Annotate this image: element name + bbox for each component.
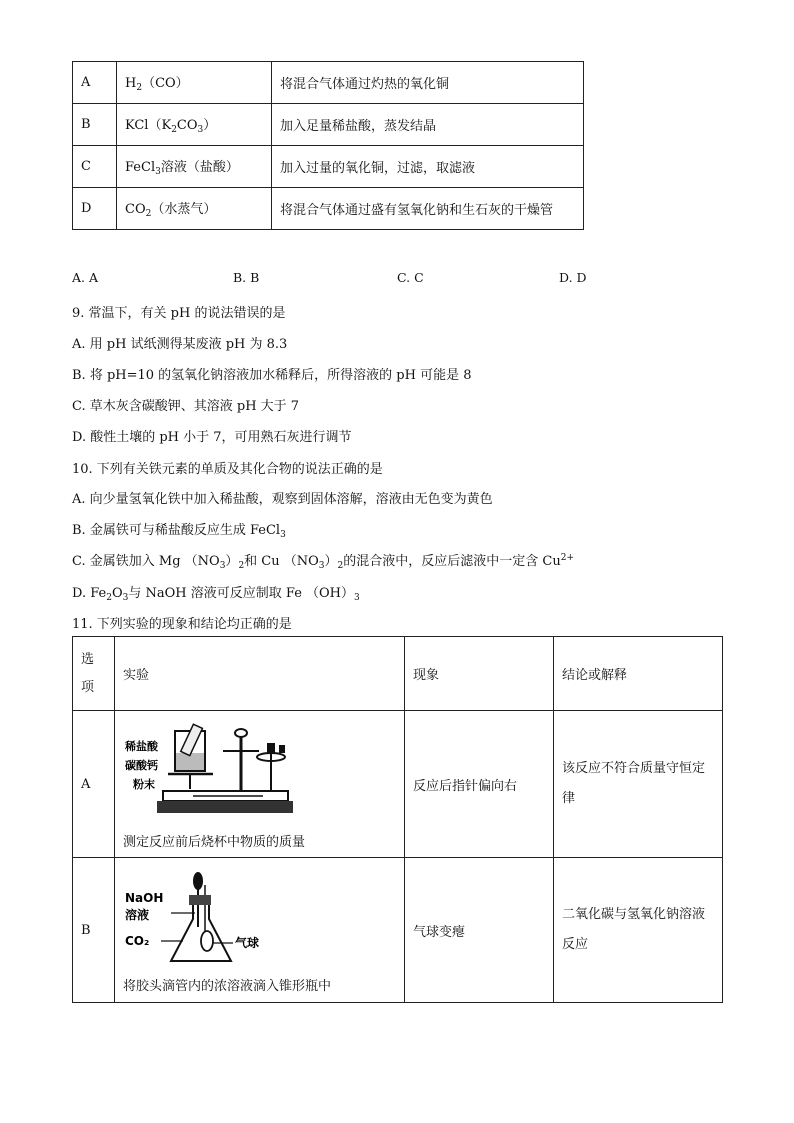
stopper bbox=[189, 895, 211, 905]
impurity-table bbox=[72, 61, 584, 230]
table-row bbox=[73, 188, 584, 230]
q10-option-c[interactable]: C. 金属铁加入 Mg $(NO_3)_2$和 Cu $(NO_3)_2$的混合液中，反应后滤液中一定含 $Cu^{2+}$ bbox=[72, 553, 575, 571]
method-cell: 将混合气体通过灼热的氧化铜 bbox=[272, 62, 584, 104]
table-row bbox=[73, 858, 723, 1003]
q10-option-a[interactable]: A. 向少量氢氧化铁中加入稀盐酸，观察到固体溶解，溶液由无色变为黄色 bbox=[72, 492, 493, 507]
option-d[interactable]: D. D bbox=[559, 270, 587, 285]
q9-option-a[interactable]: A. 用 pH 试纸测得某废液 pH 为 8.3 bbox=[72, 337, 288, 352]
phenomenon-cell: 反应后指针偏向右 bbox=[405, 711, 554, 858]
fig-label: 碳酸钙 bbox=[125, 758, 158, 772]
table-row bbox=[73, 146, 584, 188]
header-experiment: 实验 bbox=[115, 637, 405, 711]
table-header-row bbox=[73, 637, 723, 711]
q10-stem: 10. 下列有关铁元素的单质及其化合物的说法正确的是 bbox=[72, 462, 383, 477]
option-c[interactable]: C. C bbox=[397, 270, 424, 285]
option-b[interactable]: B. B bbox=[233, 270, 260, 285]
substance-cell: $H_2(CO)$ bbox=[117, 62, 272, 104]
fig-label: 粉末 bbox=[133, 777, 155, 791]
q10-option-b[interactable]: B. 金属铁可与稀盐酸反应生成 FeCl$_3$ bbox=[72, 523, 286, 540]
experiment-table bbox=[72, 636, 723, 1003]
substance-cell: $KCl(K_2CO_3)$ bbox=[117, 104, 272, 146]
fig-label: 稀盐酸 bbox=[125, 739, 158, 753]
q9-option-b[interactable]: B. 将 pH=10 的氢氧化钠溶液加水稀释后，所得溶液的 pH 可能是 8 bbox=[72, 368, 472, 383]
header-option: 选项 bbox=[73, 637, 115, 711]
fig-label: 气球 bbox=[235, 935, 260, 950]
q9-stem: 9. 常温下，有关 pH 的说法错误的是 bbox=[72, 306, 286, 321]
method-cell: 加入足量稀盐酸，蒸发结晶 bbox=[272, 104, 584, 146]
conclusion-cell: 该反应不符合质量守恒定律 bbox=[554, 711, 723, 858]
table-row bbox=[73, 711, 723, 858]
option-cell: B bbox=[73, 104, 117, 146]
option-cell: B bbox=[73, 858, 115, 1003]
fig-label: NaOH bbox=[125, 890, 164, 905]
experiment-caption: 测定反应前后烧杯中物质的质量 bbox=[123, 834, 306, 850]
balance-apparatus-figure bbox=[123, 719, 293, 825]
experiment-cell bbox=[115, 711, 405, 858]
table-row bbox=[73, 104, 584, 146]
balloon bbox=[201, 931, 213, 951]
q11-stem: 11. 下列实验的现象和结论均正确的是 bbox=[72, 617, 292, 632]
conclusion-cell: 二氧化碳与氢氧化钠溶液反应 bbox=[554, 858, 723, 1003]
q9-option-c[interactable]: C. 草木灰含碳酸钾、其溶液 pH 大于 7 bbox=[72, 399, 300, 414]
phenomenon-cell: 气球变瘪 bbox=[405, 858, 554, 1003]
q8-options bbox=[72, 270, 722, 286]
header-conclusion: 结论或解释 bbox=[554, 637, 723, 711]
fig-label: 溶液 bbox=[125, 907, 150, 922]
option-cell: D bbox=[73, 188, 117, 230]
substance-cell: $CO_2$（水蒸气） bbox=[117, 188, 272, 230]
method-cell: 将混合气体通过盛有氢氧化钠和生石灰的干燥管 bbox=[272, 188, 584, 230]
method-cell: 加入过量的氧化铜，过滤，取滤液 bbox=[272, 146, 584, 188]
option-cell: C bbox=[73, 146, 117, 188]
balance-foot bbox=[157, 801, 293, 813]
fig-label: CO₂ bbox=[125, 933, 150, 948]
q9-option-d[interactable]: D. 酸性土壤的 pH 小于 7，可用熟石灰进行调节 bbox=[72, 430, 352, 445]
experiment-caption: 将胶头滴管内的浓溶液滴入锥形瓶中 bbox=[123, 978, 332, 994]
option-cell: A bbox=[73, 62, 117, 104]
option-a[interactable]: A. A bbox=[72, 270, 99, 285]
option-cell: A bbox=[73, 711, 115, 858]
substance-cell: FeCl$_3$溶液（盐酸） bbox=[117, 146, 272, 188]
header-phenomenon: 现象 bbox=[405, 637, 554, 711]
q10-option-d[interactable]: D. $Fe_2O_3$与 NaOH 溶液可反应制取 Fe $(OH)_3$ bbox=[72, 586, 360, 603]
flask-apparatus-figure bbox=[123, 867, 283, 969]
experiment-cell bbox=[115, 858, 405, 1003]
dropper-bulb bbox=[193, 872, 203, 890]
table-row bbox=[73, 62, 584, 104]
